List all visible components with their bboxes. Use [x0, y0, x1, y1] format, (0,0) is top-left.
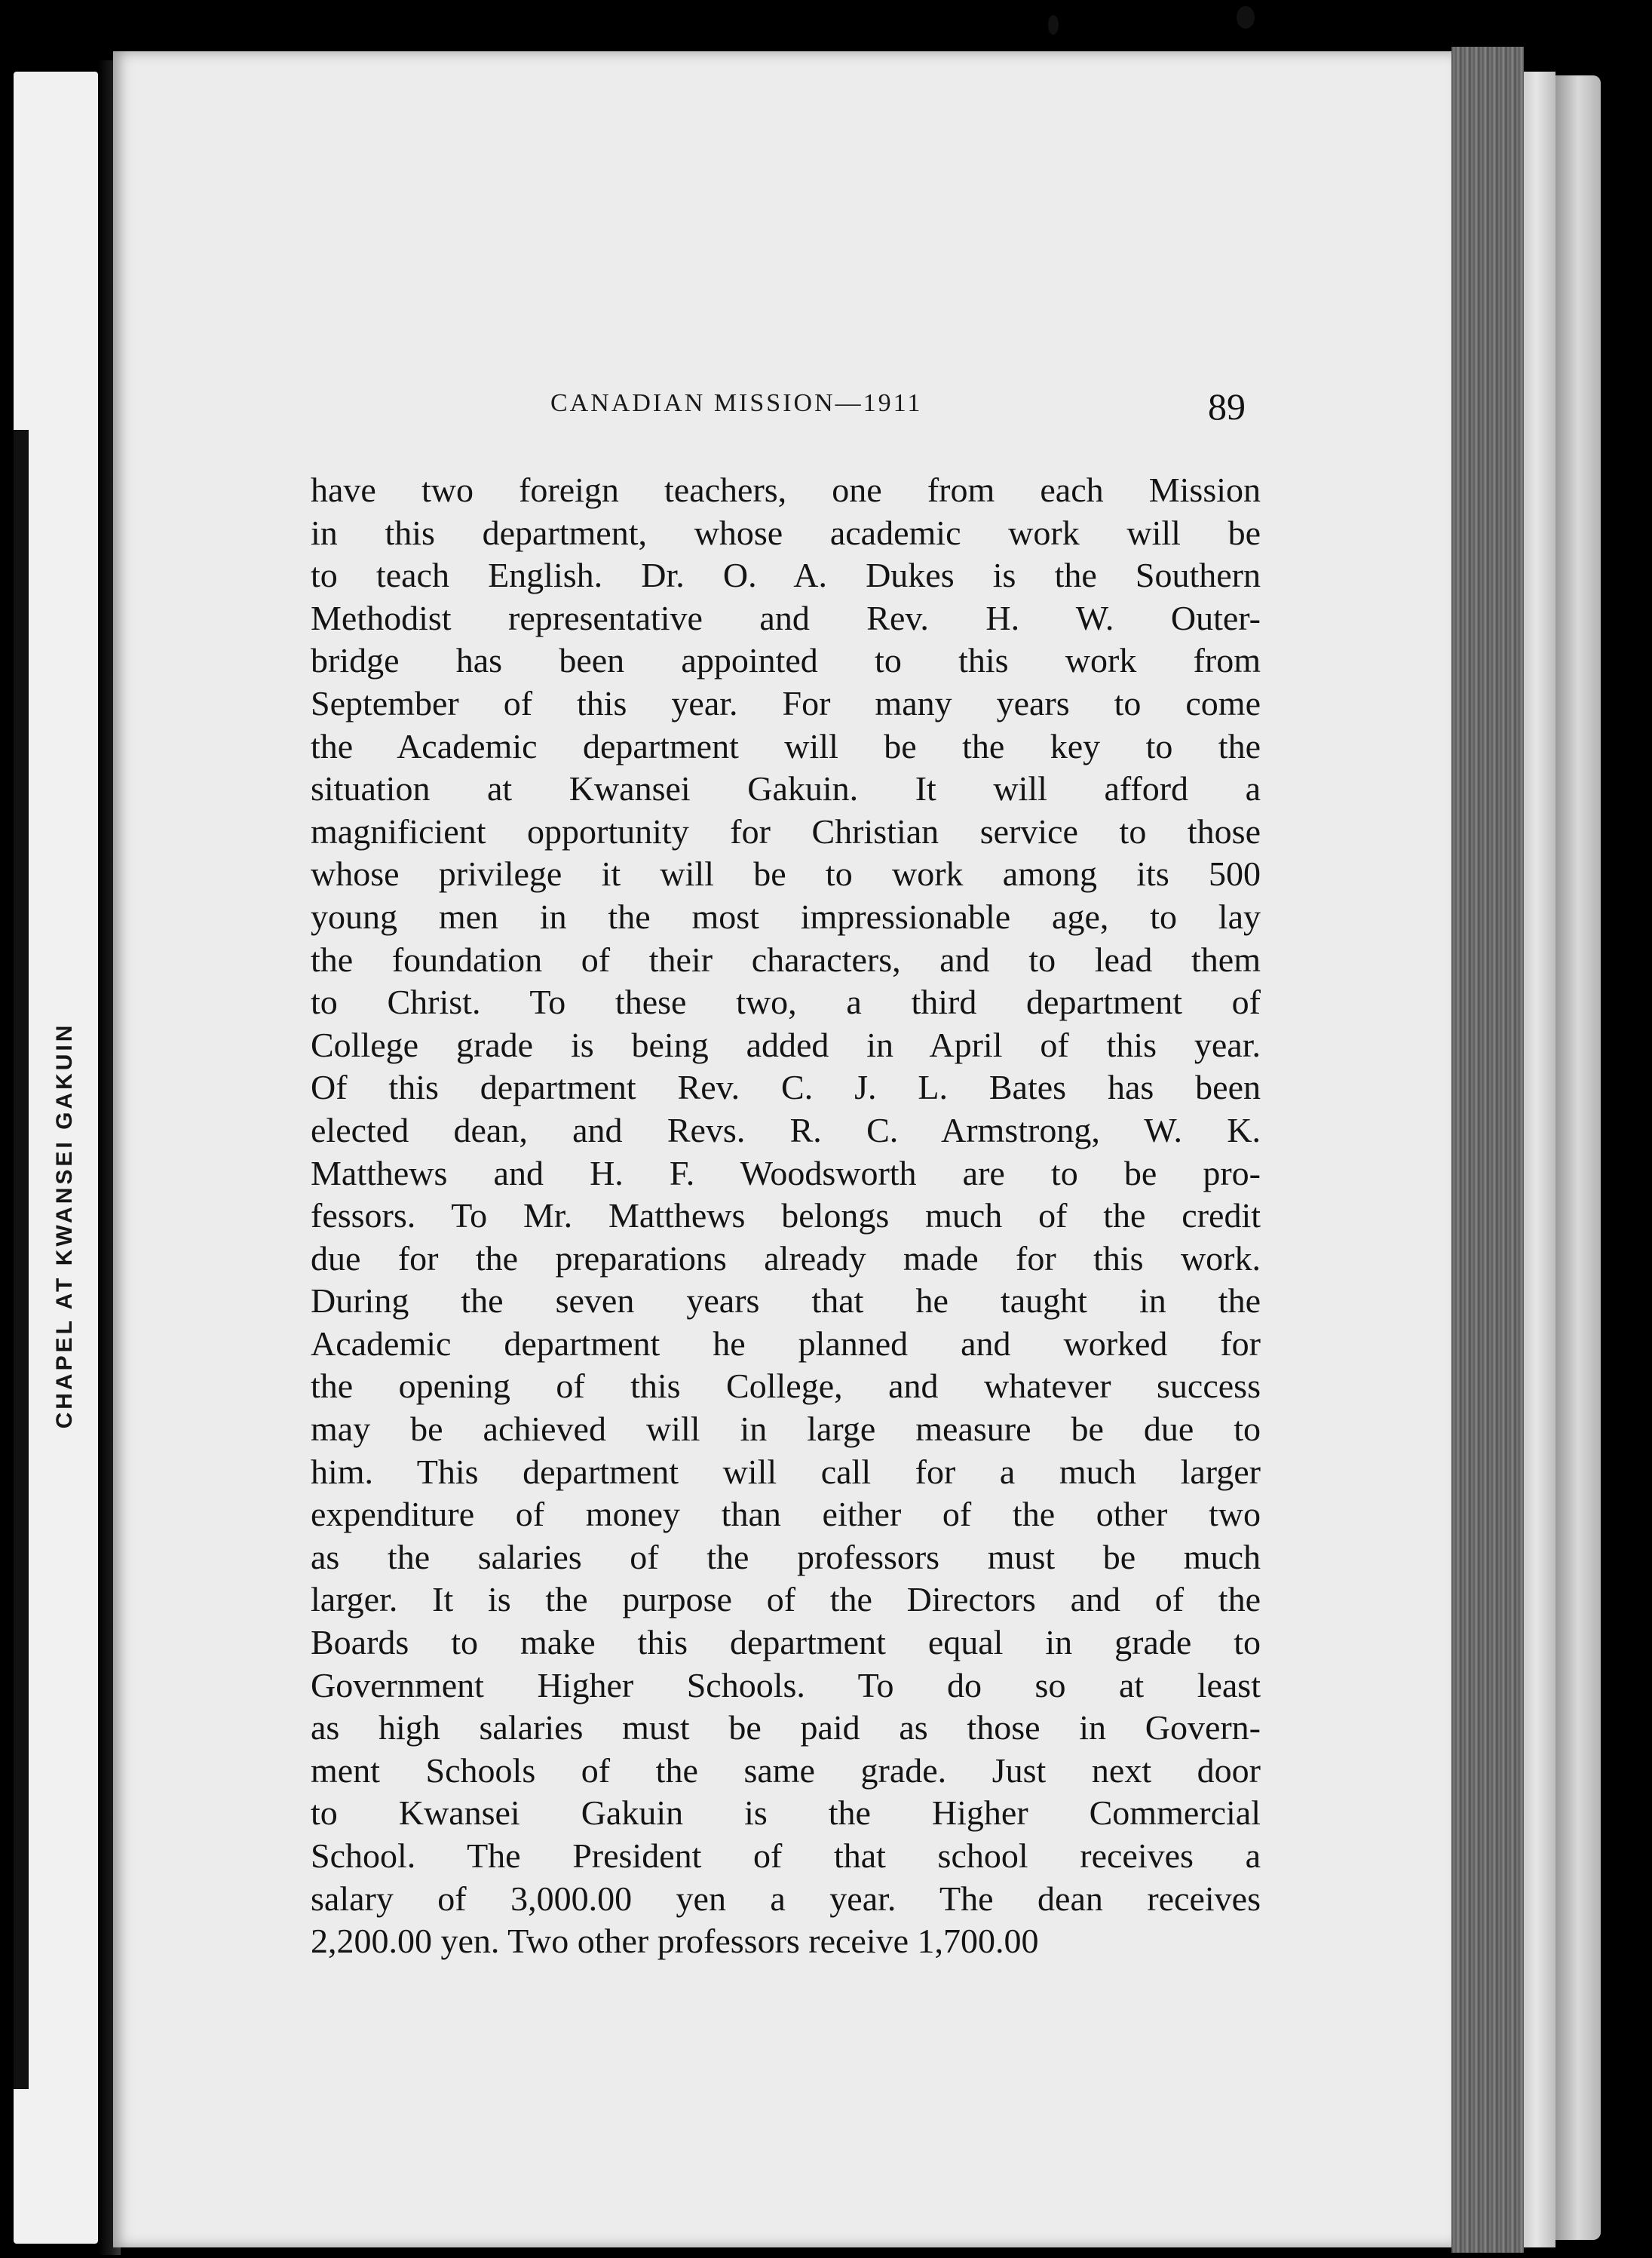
- page-number: 89: [1208, 385, 1246, 428]
- text-line: the Academic department will be the key to the: [311, 726, 1261, 765]
- text-line: larger. It is the purpose of the Directors and of the: [311, 1580, 1261, 1619]
- text-line: College grade is being added in April of this year.: [311, 1025, 1261, 1064]
- text-line: have two foreign teachers, one from each Mission: [311, 471, 1261, 509]
- running-header: CANADIAN MISSION—1911: [550, 389, 923, 417]
- text-line: in this department, whose academic work will be: [311, 513, 1261, 552]
- plate-image-edge: [14, 430, 29, 2089]
- text-line: During the seven years that he taught in the: [311, 1281, 1261, 1321]
- facing-plate-page: [14, 72, 98, 2244]
- text-line: Academic department he planned and worked for: [311, 1324, 1261, 1363]
- text-line: fessors. To Mr. Matthews belongs much of the credit: [311, 1196, 1261, 1235]
- text-line: 2,200.00 yen. Two other professors receive 1,700.00: [311, 1922, 1039, 1961]
- text-line: the foundation of their characters, and to lead them: [311, 940, 1261, 979]
- scan-speck: [1048, 15, 1059, 35]
- text-line: magnificient opportunity for Christian service to those: [311, 811, 1261, 851]
- text-line: the opening of this College, and whatever success: [311, 1367, 1261, 1406]
- text-line: elected dean, and Revs. R. C. Armstrong, W. K.: [311, 1110, 1261, 1149]
- text-line: ment Schools of the same grade. Just next door: [311, 1750, 1261, 1790]
- text-line: Of this department Rev. C. J. L. Bates has been: [311, 1068, 1261, 1107]
- text-line: Matthews and H. F. Woodsworth are to be pro-: [311, 1153, 1261, 1192]
- text-line: expenditure of money than either of the other two: [311, 1495, 1261, 1534]
- text-line: Boards to make this department equal in grade to: [311, 1623, 1261, 1662]
- text-line: salary of 3,000.00 yen a year. The dean receives: [311, 1879, 1261, 1918]
- text-line: as the salaries of the professors must be much: [311, 1537, 1261, 1576]
- page-edges-light: [1524, 72, 1555, 2247]
- scan-speck: [1237, 6, 1255, 29]
- text-line: may be achieved will in large measure be due to: [311, 1410, 1261, 1449]
- text-line: School. The President of that school receives a: [311, 1836, 1261, 1875]
- text-line: bridge has been appointed to this work from: [311, 641, 1261, 680]
- page-edges: [1451, 47, 1524, 2253]
- text-line: Methodist representative and Rev. H. W. Outer-: [311, 598, 1261, 637]
- text-line: September of this year. For many years to come: [311, 683, 1261, 722]
- text-line: situation at Kwansei Gakuin. It will afford a: [311, 769, 1261, 808]
- text-line: to teach English. Dr. O. A. Dukes is the Southern: [311, 556, 1261, 595]
- back-cover-edge: [1555, 75, 1601, 2240]
- text-line: young men in the most impressionable age, to lay: [311, 897, 1261, 936]
- text-line: to Kwansei Gakuin is the Higher Commercial: [311, 1793, 1261, 1833]
- text-line: whose privilege it will be to work among its 500: [311, 854, 1261, 894]
- text-line: as high salaries must be paid as those in Govern-: [311, 1708, 1261, 1747]
- text-line: Government Higher Schools. To do so at least: [311, 1665, 1261, 1704]
- plate-caption: CHAPEL AT KWANSEI GAKUIN: [52, 1022, 77, 1429]
- text-line: him. This department will call for a much larger: [311, 1452, 1261, 1491]
- text-line: due for the preparations already made for this work.: [311, 1238, 1261, 1278]
- body-text: [311, 469, 1261, 1963]
- text-line: to Christ. To these two, a third department of: [311, 983, 1261, 1022]
